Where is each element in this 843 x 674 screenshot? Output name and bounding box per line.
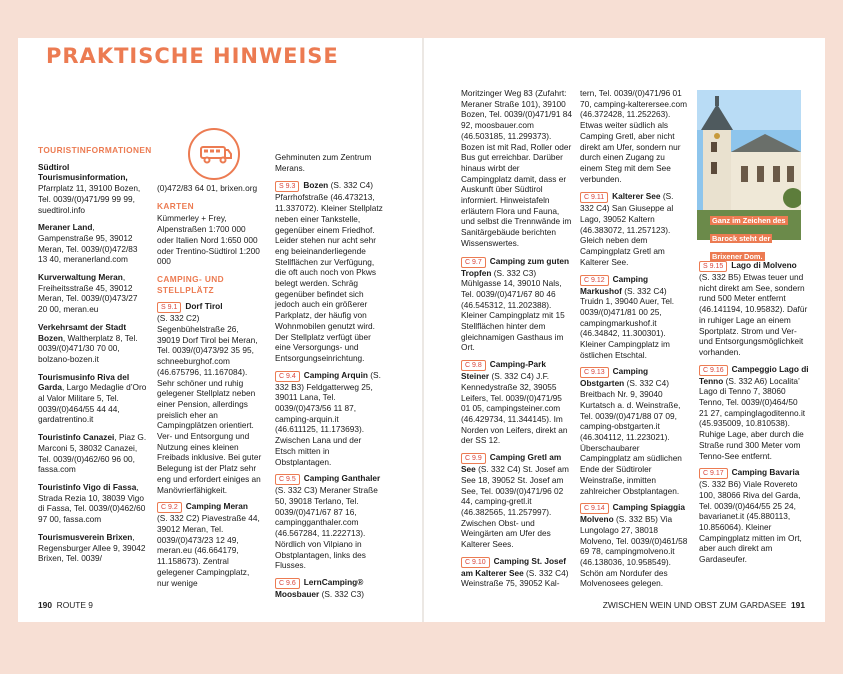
entry-tag: C 9.13 bbox=[580, 367, 609, 378]
footer-right bbox=[603, 600, 805, 610]
section-heading-camping: CAMPING- UND bbox=[157, 273, 225, 284]
entry-s9-15: S 9.15 Lago di Molveno (S. 332 B5) Etwas teuer und nicht direkt am See, sondern rund 500 Meter entfernt (46.141194, 10.95832). Dafür in ruhiger Lage an einem Sportplatz. Strom und Ver- und Entsorgungsmöglichkeit vorhanden. bbox=[699, 260, 808, 357]
entry-tag: S 9.3 bbox=[275, 181, 299, 192]
entry-tag: C 9.4 bbox=[275, 371, 300, 382]
campervan-icon bbox=[190, 130, 238, 178]
entry-canazei: Touristinfo Canazei, Piaz G. Marconi 5, 38032 Canazei, Tel. 0039/(0)462/60 96 00, fassa.com bbox=[38, 432, 147, 475]
footer-left bbox=[38, 600, 93, 610]
entry-tag: C 9.12 bbox=[580, 275, 609, 286]
karten-text: Kümmerley + Frey, Alpenstraßen 1:700 000 oder Italien Nord 1:650 000 oder Trentino-Südtirol 1:200 000 bbox=[157, 213, 260, 267]
entry-c9-13: C 9.13 Camping Obstgarten (S. 332 C4) Breitbach Nr. 9, 39040 Kurtatsch a. d. Weinstraße, Tel. 0039/(0)471/88 07 09, camping-obstgarten.it (46.304112, 11.223021). Überschaubarer Campingplatz am südlichen Ende der Südtiroler Weinstraße, inmitten zahlreicher Obstplantagen. bbox=[580, 366, 682, 496]
entry-tag: C 9.9 bbox=[461, 453, 486, 464]
entry-s9-3: S 9.3 Bozen (S. 332 C4) Pfarrhofstraße (46.473213, 11.337072). Kleiner Stellplatz neben einer Tankstelle, gegenüber einem Friedhof. Leider stehen nur acht sehr eng beieinanderliegende Stellflächen zur Verfügung, die oft auch noch von Pkws belegt werden. Schräg gegenüber befindet sich jedoch auch ein größerer Parkplatz, der häufig von Wohnmobilen genutzt wird. Der Stellplatz verfügt über eine Versorgungs- und Entsorgungseinrichtung. bbox=[275, 180, 383, 363]
column-4 bbox=[461, 88, 572, 595]
entry-suedtirol: Südtirol Tourismusinformation, Pfarrplatz 11, 39100 Bozen, Tel. 0039/(0)471/99 99 99, suedtirol.info bbox=[38, 161, 141, 215]
entry-kurverwaltung: Kurverwaltung Meran, Freiheitsstraße 45, 39012 Meran, Tel. 0039/(0)473/27 20 00, meran.eu bbox=[38, 272, 138, 315]
entry-tag: C 9.2 bbox=[157, 502, 182, 513]
entry-tag: C 9.16 bbox=[699, 365, 728, 376]
section-heading-stellplatz: STELLPLÄTZ bbox=[157, 284, 215, 295]
meran-continuation: Gehminuten zum Zentrum Merans. bbox=[275, 152, 372, 173]
entry-meraner-land: Meraner Land, Gampenstraße 95, 39012 Meran, Tel. 0039/(0)472/83 13 40, meranerland.com bbox=[38, 222, 138, 265]
column-1 bbox=[38, 145, 152, 571]
entry-vigo: Touristinfo Vigo di Fassa, Strada Rezia 10, 38039 Vigo di Fassa, Tel. 0039/(0)462/60 97 00, fassa.com bbox=[38, 481, 146, 525]
entry-c9-17: C 9.17 Camping Bavaria (S. 332 B6) Viale Rovereto 100, 38066 Riva del Garda, Tel. 0039/(0)464/55 25 24, bavarianet.it (45.880113, 10.856064). Kleiner Campingplatz mitten im Ort, aber auch direkt am Gardaseufer. bbox=[699, 467, 802, 565]
entry-bozen: Verkehrsamt der Stadt Bozen, Waltherplatz 8, Tel. 0039/(0)471/30 70 00, bolzano-bozen.it bbox=[38, 321, 138, 364]
kalterersee-continuation: tern, Tel. 0039/(0)471/96 01 70, camping-kalterersee.com (46.372428, 11.252263). Etwas weiter südlich als Camping Gretl, aber nicht direkt am Ufer, sondern nur durch einen Zugang zu einem Steg mit dem See verbunden. bbox=[580, 88, 687, 184]
entry-c9-6: C 9.6 LernCamping® Moosbauer (S. 332 C3) bbox=[275, 576, 365, 599]
page-title: PRAKTISCHE HINWEISE bbox=[46, 44, 339, 68]
entry-s9-1: S 9.1 Dorf Tirol (S. 332 C2) Segenbühelstraße 26, 39019 Dorf Tirol bei Meran, Tel. 0039/(0)473/92 35 95, schneeburghof.com (46.675796, 11.167084). Sehr schöner und ruhig gelegener Stellplatz neben einer Pension, allerdings preislich eher an Campingplätzen orientiert. Ver- und Entsorgung und Nutzung eines kleinen Freibads inklusive. Bei guter Belegung ist der Platz sehr eng und erfordert einiges an Manövrierfähigkeit. bbox=[157, 301, 262, 495]
entry-tag: C 9.8 bbox=[461, 360, 486, 371]
entry-c9-12: C 9.12 Camping Markushof (S. 332 C4) Truidn 1, 39040 Auer, Tel. 0039/(0)471/81 00 25, campingmarkushof.it (46.34842, 11.300301). Kleiner Campingplatz im östlichen Etschtal. bbox=[580, 273, 675, 360]
column-3 bbox=[275, 152, 383, 606]
entry-c9-11: C 9.11 Kalterer See (S. 332 C4) San Giuseppe al Lago, 39052 Kaltern (46.383072, 11.257123). Gleich neben dem Campingplatz Gretl am Kalterer See. bbox=[580, 191, 674, 267]
entry-c9-10: C 9.10 Camping St. Josef am Kalterer See (S. 332 C4) Weinstraße 75, 39052 Kal- bbox=[461, 555, 569, 589]
running-head-left: ROUTE 9 bbox=[56, 600, 93, 610]
entry-tag: S 9.15 bbox=[699, 261, 727, 272]
column-5 bbox=[580, 88, 688, 595]
entry-c9-2: C 9.2 Camping Meran (S. 332 C2) Piavestraße 44, 39012 Meran, Tel. 0039/(0)473/23 12 49, meran.eu (46.664179, 11.158673). Zentral gelegener Campingplatz, nur wenige bbox=[157, 501, 260, 588]
running-head-right: ZWISCHEN WEIN UND OBST ZUM GARDASEE bbox=[602, 600, 787, 610]
entry-tag: C 9.11 bbox=[580, 192, 608, 203]
page-number-left: 190 bbox=[38, 600, 52, 610]
entry-c9-16: C 9.16 Campeggio Lago di Tenno (S. 332 A6) Localita’ Lago di Tenno 7, 38060 Tenno, Tel. 0039/(0)464/50 21 27, campinglagoditenno.it (45.935009, 10.810538). Ruhige Lage, aber durch die Straße rund 300 Meter vom Tenno-See entfernt. bbox=[699, 363, 809, 461]
section-heading-touristinfo: TOURISTINFORMATIONEN bbox=[38, 145, 152, 155]
brixen-contact: (0)472/83 64 01, brixen.org bbox=[157, 183, 258, 193]
photo-caption: Ganz im Zeichen des Barock steht der Brixener Dom. bbox=[712, 216, 786, 261]
column-6 bbox=[699, 260, 809, 571]
entry-riva: Tourismusinfo Riva del Garda, Largo Medaglie d’Oro al Valor Militare 5, Tel. 0039/(0)464/55 44 44, gardatrentino.it bbox=[38, 371, 147, 425]
entry-tag: C 9.7 bbox=[461, 257, 486, 268]
entry-c9-9: C 9.9 Camping Gretl am See (S. 332 C4) St. Josef am See 18, 39052 St. Josef am See, Tel. 0039/(0)471/96 02 44, camping-gretl.it (46.382565, 11.257997). Zwischen Obst- und Weingärten am Ufer des Kalterer Sees. bbox=[461, 452, 569, 550]
entry-c9-14: C 9.14 Camping Spiaggia Molveno (S. 332 B5) Via Lungolago 27, 38018 Molveno, Tel. 0039/(0)461/58 69 78, campingmolveno.it (46.138036, 10.958549). Schön am Nordufer des Molvenosees gelegen. bbox=[580, 502, 688, 589]
entry-tag: C 9.10 bbox=[461, 557, 490, 568]
entry-c9-4: C 9.4 Camping Arquin (S. 332 B3) Feldgatterweg 25, 39011 Lana, Tel. 0039/(0)473/56 11 87, camping-arquin.it (46.611125, 11.173693). Zwischen Lana und der Etsch mitten in Obstplantagen. bbox=[275, 369, 381, 467]
section-heading-karten: KARTEN bbox=[157, 200, 194, 211]
entry-tag: C 9.6 bbox=[275, 578, 300, 589]
entry-c9-8: C 9.8 Camping-Park Steiner (S. 332 C4) J.F. Kennedystraße 32, 39055 Leifers, Tel. 0039/(0)471/95 01 05, campingsteiner.com (46.429734, 11.344145). Im Norden von Leifers, direkt an der SS 12. bbox=[461, 359, 568, 446]
entry-c9-7: C 9.7 Camping zum guten Tropfen (S. 332 C3) Mühlgasse 14, 39010 Nals, Tel. 0039/(0)471/67 80 46 (46.545312, 11.202388). Kleiner Campingplatz mit 15 Stellflächen hinter dem gleichnamigen Gasthaus im Ort. bbox=[461, 255, 570, 353]
page-number-right: 191 bbox=[791, 600, 805, 610]
entry-c9-5: C 9.5 Camping Ganthaler (S. 332 C3) Meraner Straße 50, 39018 Terlano, Tel. 0039/(0)471/67 87 16, campingganthaler.com (46.567284, 11.222713). Nördlich von Vilpiano in Obstplantagen, links des Flusses. bbox=[275, 473, 381, 571]
entry-tag: C 9.5 bbox=[275, 474, 300, 485]
moosbauer-continuation: Moritzinger Weg 83 (Zufahrt: Meraner Straße 101), 39100 Bozen, Tel. 0039/(0)471/91 84 92, moosbauer.com (46.503185, 11.299373). Bozen ist mit Rad, Roller oder Bus gut erreichbar. Darüber hinaus wirbt der Campingplatz damit, dass er Auskunft über Südtirol informiert. Hinweistafeln erläutern Flora und Fauna, und selbst die Trennwände im Sanitärgebäude berichten Wissenswertes. bbox=[461, 88, 573, 248]
entry-tag: S 9.1 bbox=[157, 302, 181, 313]
entry-tag: C 9.17 bbox=[699, 468, 728, 479]
entry-brixen: Tourismusverein Brixen, Regensburger Allee 9, 39042 Brixen, Tel. 0039/ bbox=[38, 531, 146, 564]
entry-tag: C 9.14 bbox=[580, 503, 609, 514]
column-2 bbox=[157, 183, 263, 594]
campervan-badge bbox=[188, 128, 240, 180]
